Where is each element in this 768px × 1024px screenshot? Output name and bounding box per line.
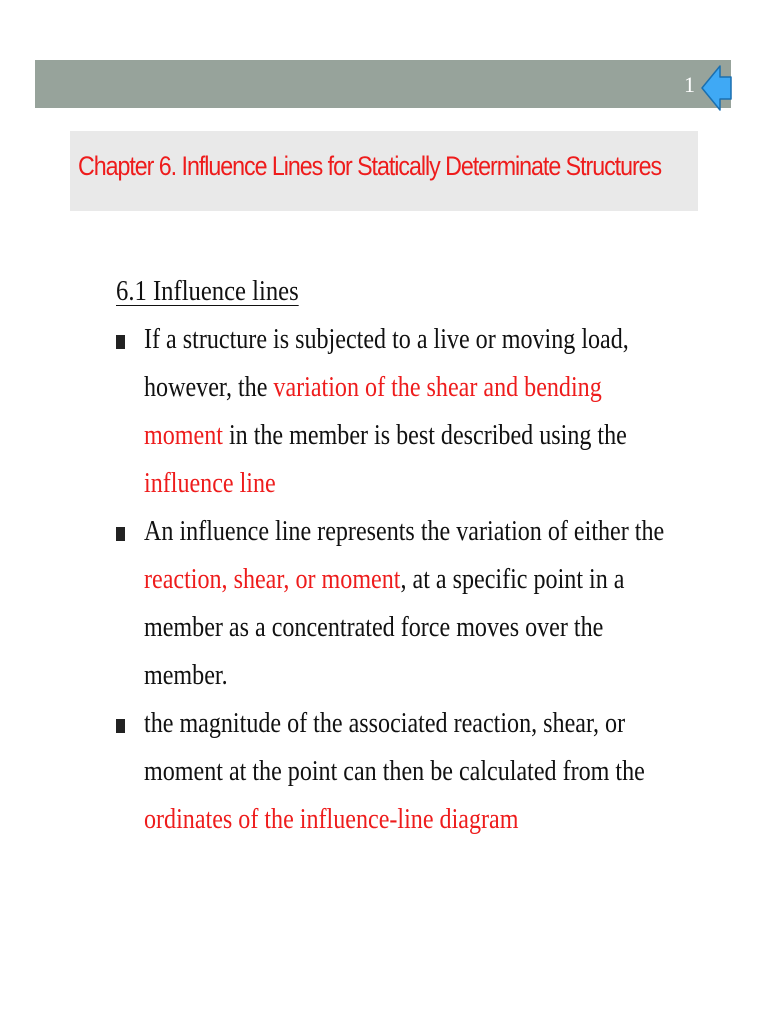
bullet-line [144, 700, 653, 748]
highlighted-text: reaction, shear, or moment [144, 564, 401, 595]
bullet-line [144, 604, 653, 652]
bullet-item [116, 700, 736, 844]
body-text: in the member is best described using the [222, 420, 627, 451]
body-text: If a structure is subjected to a live or moving load, [144, 324, 629, 355]
body-text: moment at the point can then be calculated from the [144, 756, 645, 787]
highlighted-text: moment [144, 420, 223, 451]
chapter-title: Chapter 6. Influence Lines for Statically Determinate Structures [78, 151, 662, 181]
section-heading-row [116, 268, 736, 316]
highlighted-text: variation of the shear and bending [273, 372, 602, 403]
title-box [70, 131, 698, 211]
top-bar [35, 60, 731, 108]
bullet-item [116, 316, 736, 508]
highlighted-text: ordinates of the influence-line diagram [144, 804, 519, 835]
bullet-line [144, 316, 653, 364]
bullet-line [144, 556, 653, 604]
bullet-square-icon [116, 335, 125, 349]
body-text: member as a concentrated force moves over the [144, 612, 604, 643]
bullet-line [144, 364, 653, 412]
body-text: member. [144, 660, 228, 691]
content-area [116, 268, 736, 844]
bullet-line [144, 652, 653, 700]
left-arrow-icon[interactable] [700, 62, 734, 114]
bullet-item [116, 508, 736, 700]
bullet-line [144, 508, 665, 556]
body-text: the magnitude of the associated reaction, shear, or [144, 708, 626, 739]
page-number: 1 [684, 72, 695, 97]
bullet-square-icon [116, 719, 125, 733]
bullet-line [144, 748, 653, 796]
bullet-list [116, 316, 736, 844]
section-heading: 6.1 Influence lines [116, 276, 299, 307]
bullet-line [144, 796, 653, 844]
bullet-square-icon [116, 527, 125, 541]
body-text: , at a specific point in a [400, 564, 625, 595]
bullet-line [144, 460, 653, 508]
body-text: An influence line represents the variation of either the [144, 516, 665, 547]
bullet-line [144, 412, 653, 460]
body-text: however, the [144, 372, 274, 403]
highlighted-text: influence line [144, 468, 276, 499]
